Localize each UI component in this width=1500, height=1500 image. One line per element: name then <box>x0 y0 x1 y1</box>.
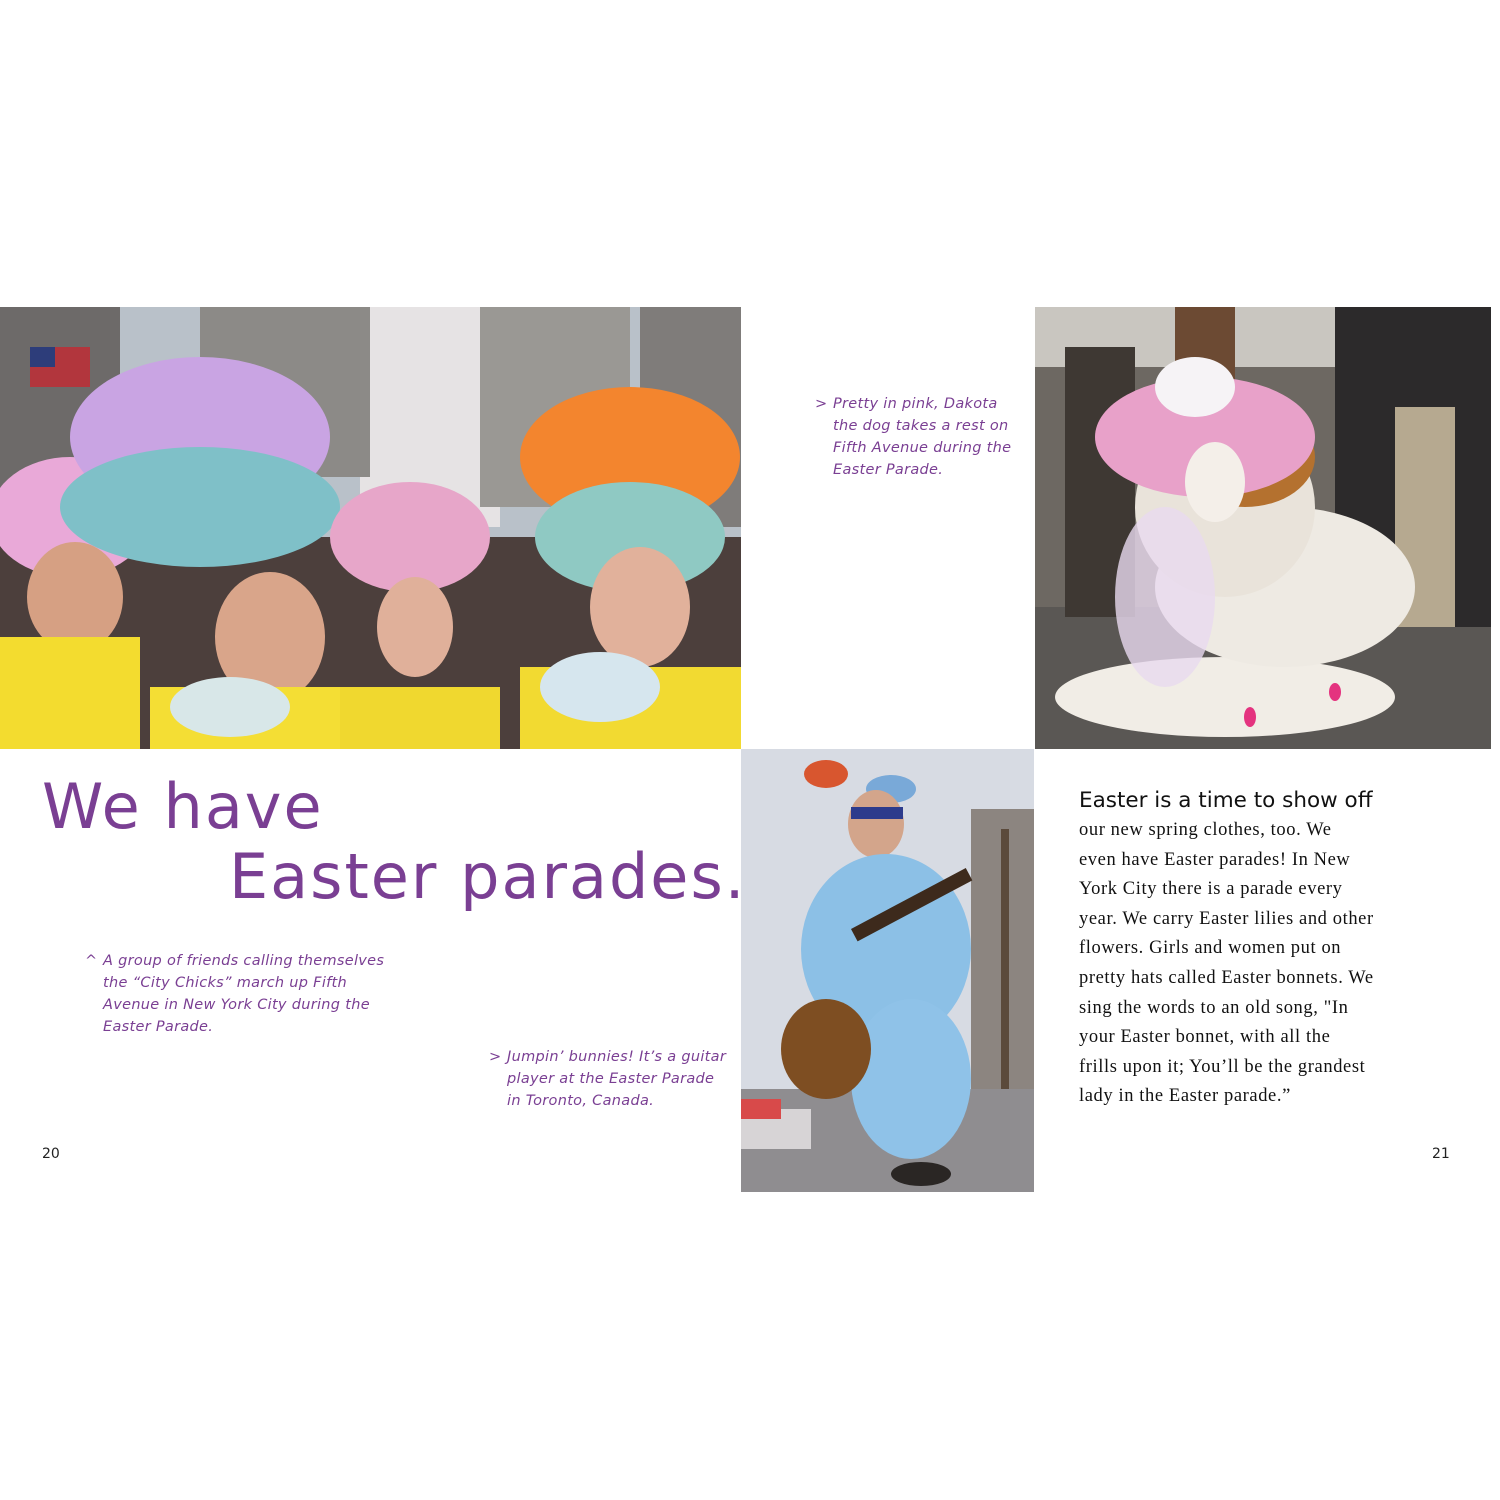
body-line: lady in the Easter parade.” <box>1079 1086 1291 1107</box>
body-line: your Easter bonnet, with all the <box>1079 1027 1331 1048</box>
caption-line: Fifth Avenue during the <box>833 440 1012 456</box>
caption-city-chicks <box>85 950 385 1038</box>
photo-guitar-bunny <box>741 749 1034 1192</box>
caption-line: A group of friends calling themselves <box>103 953 385 969</box>
photo-dakota-dog <box>1035 307 1491 749</box>
caption-line: the “City Chicks” march up Fifth <box>103 975 348 991</box>
headline-line-1: We have <box>42 770 324 843</box>
page-number-right: 21 <box>1432 1146 1450 1162</box>
caption-pointer-icon: ^ <box>85 953 98 969</box>
caption-line: Jumpin’ bunnies! It’s a guitar <box>507 1049 727 1065</box>
caption-pointer-icon: > <box>489 1049 502 1065</box>
body-line: York City there is a parade every <box>1079 879 1343 900</box>
caption-pointer-icon: > <box>815 396 828 412</box>
body-line: sing the words to an old song, "In <box>1079 997 1349 1018</box>
body-lead-in: Easter is a time to show off <box>1079 788 1373 813</box>
body-line: frills upon it; You’ll be the grandest <box>1079 1056 1366 1077</box>
headline-line-2: Easter parades. <box>229 840 747 913</box>
caption-guitar-bunny <box>489 1046 727 1112</box>
caption-line: Easter Parade. <box>103 1019 214 1035</box>
caption-line: in Toronto, Canada. <box>507 1093 655 1109</box>
photo-city-chicks <box>0 307 741 749</box>
body-text <box>1079 786 1419 1112</box>
body-line: our new spring clothes, too. We <box>1079 820 1332 840</box>
caption-line: Avenue in New York City during the <box>103 997 370 1013</box>
caption-dakota <box>815 393 1012 481</box>
body-line: pretty hats called Easter bonnets. We <box>1079 967 1374 988</box>
caption-line: Pretty in pink, Dakota <box>833 396 998 412</box>
body-line: even have Easter parades! In New <box>1079 849 1351 870</box>
page-number-left: 20 <box>42 1146 60 1162</box>
caption-line: player at the Easter Parade <box>507 1071 715 1087</box>
body-line: flowers. Girls and women put on <box>1079 938 1342 959</box>
body-line: year. We carry Easter lilies and other <box>1079 908 1374 929</box>
caption-line: Easter Parade. <box>833 462 944 478</box>
caption-line: the dog takes a rest on <box>833 418 1009 434</box>
